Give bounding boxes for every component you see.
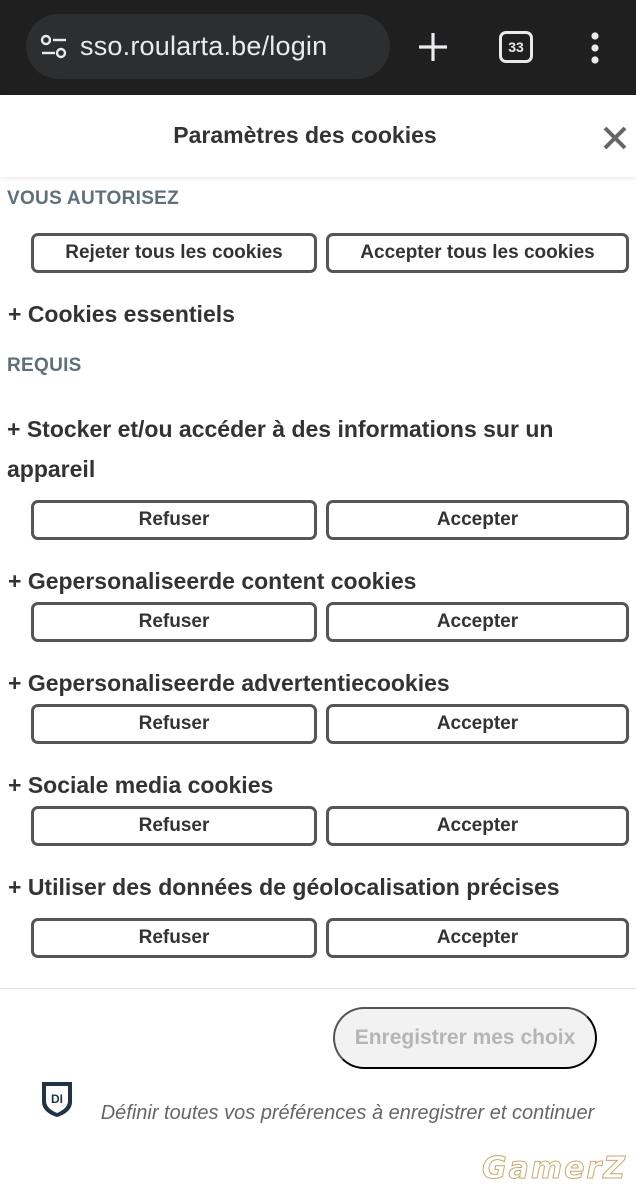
dialog-header <box>0 95 636 177</box>
plus-icon[interactable] <box>414 28 452 66</box>
allow-section-label: VOUS AUTORISEZ <box>7 188 180 209</box>
svg-text:DI: DI <box>51 1092 63 1106</box>
tab-count: 33 <box>508 39 524 55</box>
accept-button-ads[interactable]: Accepter <box>326 704 629 744</box>
purpose-title-ads[interactable]: + Gepersonaliseerde advertentiecookies <box>8 670 450 696</box>
refuse-button-ads[interactable]: Refuser <box>31 704 317 744</box>
refuse-button-content[interactable]: Refuser <box>31 602 317 642</box>
kebab-menu-icon[interactable] <box>584 28 606 68</box>
close-icon[interactable] <box>600 123 630 153</box>
purpose-title-social[interactable]: + Sociale media cookies <box>8 772 274 798</box>
accept-all-button[interactable]: Accepter tous les cookies <box>326 233 629 273</box>
watermark-text: GamerZ <box>482 1151 628 1186</box>
site-settings-icon[interactable] <box>40 34 68 60</box>
save-choices-button[interactable]: Enregistrer mes choix <box>333 1007 597 1069</box>
dialog-title: Paramètres des cookies <box>173 122 437 148</box>
browser-toolbar <box>0 0 636 95</box>
accept-button-storage[interactable]: Accepter <box>326 500 629 540</box>
refuse-button-geolocation[interactable]: Refuser <box>31 918 317 958</box>
url-text[interactable]: sso.roularta.be/login <box>80 31 328 61</box>
accept-button-content[interactable]: Accepter <box>326 602 629 642</box>
required-section-label: REQUIS <box>7 355 82 376</box>
dialog-footer <box>0 988 636 1200</box>
purpose-title-storage[interactable]: + Stocker et/ou accéder à des informations sur un appareil <box>7 416 554 482</box>
refuse-button-storage[interactable]: Refuser <box>31 500 317 540</box>
refuse-button-social[interactable]: Refuser <box>31 806 317 846</box>
accept-button-geolocation[interactable]: Accepter <box>326 918 629 958</box>
footer-note: Définir toutes vos préférences à enregistrer et continuer <box>100 1102 595 1124</box>
tab-switcher-icon[interactable] <box>499 31 533 63</box>
purpose-title-content[interactable]: + Gepersonaliseerde content cookies <box>8 568 417 594</box>
address-bar[interactable] <box>26 14 390 79</box>
reject-all-button[interactable]: Rejeter tous les cookies <box>31 233 317 273</box>
purpose-title-geolocation[interactable]: + Utiliser des données de géolocalisation précises <box>8 874 560 900</box>
essential-cookies-toggle[interactable]: + Cookies essentiels <box>8 301 235 327</box>
didomi-logo-icon <box>40 1080 74 1118</box>
accept-button-social[interactable]: Accepter <box>326 806 629 846</box>
